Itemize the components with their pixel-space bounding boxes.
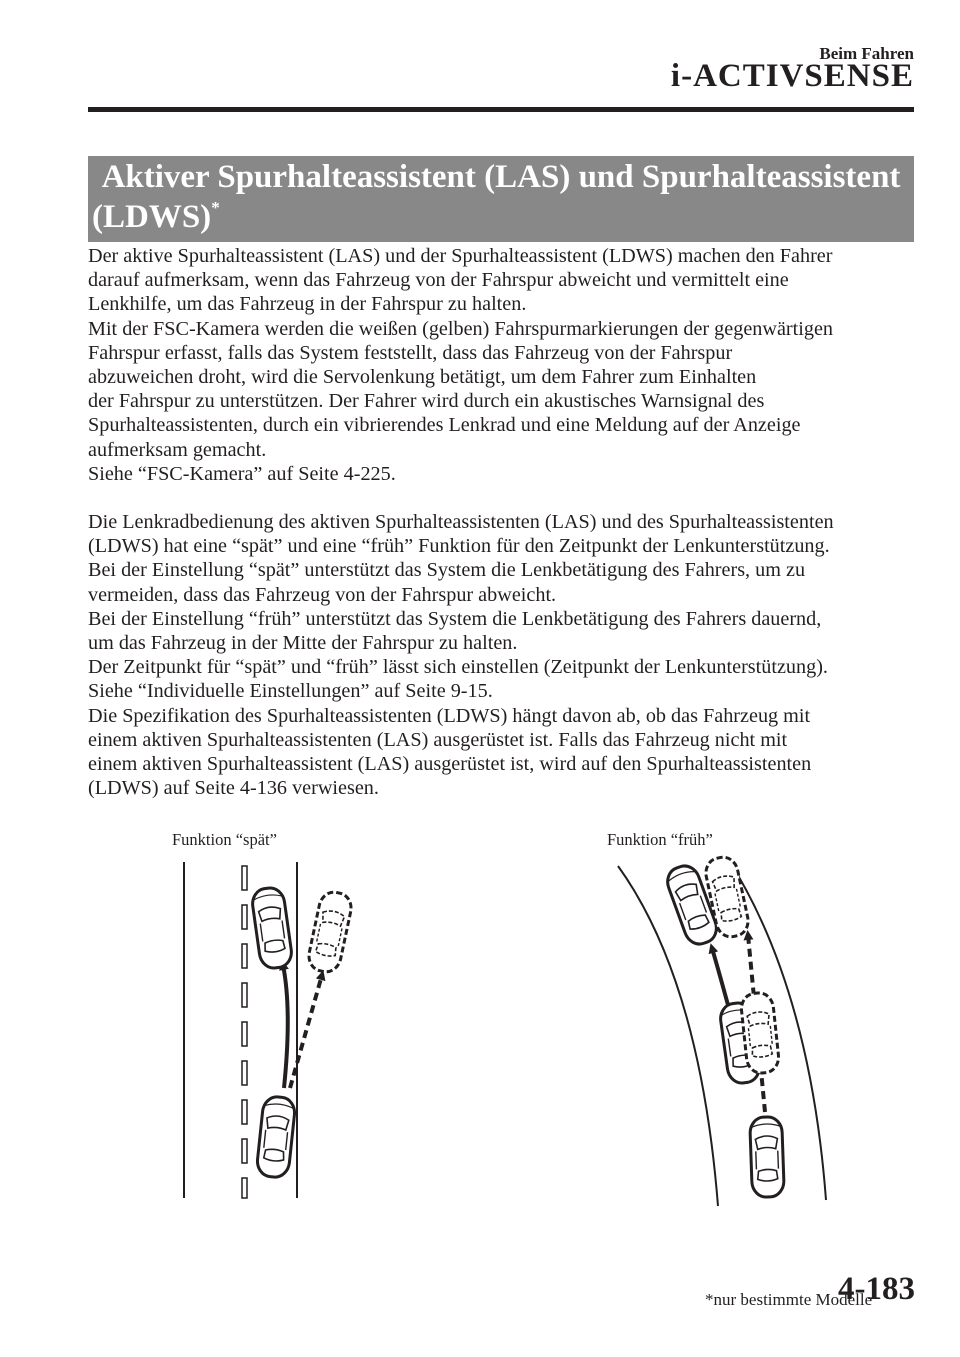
header-chapter-title: i-ACTIVSENSE (670, 58, 914, 94)
body-text-line: Mit der FSC-Kamera werden die weißen (gelben) Fahrspurmarkierungen der gegenwärtigen (88, 317, 833, 340)
body-text-line: um das Fahrzeug in der Mitte der Fahrspur zu halten. (88, 632, 518, 655)
late-path-dashed-arrow (290, 975, 322, 1088)
car-current (256, 1096, 296, 1179)
page-number: 4-183 (838, 1271, 915, 1307)
body-text-line: einem aktiven Spurhalteassistenten (LAS) ausgerüstet ist. Falls das Fahrzeug nicht mit (88, 728, 788, 751)
optional-equipment-mark: * (211, 198, 220, 217)
car-assisted (251, 886, 294, 970)
body-text-line: der Fahrspur zu unterstützen. Der Fahrer wird durch ein akustisches Warnsignal des (88, 390, 765, 413)
body-text-line: Bei der Einstellung “spät” unterstützt das System die Lenkbetätigung des Fahrers, um zu (88, 559, 806, 582)
car-deviating (306, 890, 354, 975)
section-title-line1: Aktiver Spurhalteassistent (LAS) und Spurhalteassistent (101, 159, 901, 195)
body-text-line: (LDWS) hat eine “spät” und eine “früh” Funktion für den Zeitpunkt der Lenkunterstützung. (88, 535, 830, 558)
body-text-line: einem aktiven Spurhalteassistent (LAS) ausgerüstet ist, wird auf den Spurhalteassistenten (88, 753, 812, 776)
body-text-line: Spurhalteassistenten, durch ein vibrierendes Lenkrad und eine Meldung auf der Anzeige (88, 414, 801, 437)
footer-note: *nur bestimmte Modelle (705, 1290, 873, 1309)
diagram-early-function (618, 855, 826, 1206)
dashed-lane-marking (242, 866, 247, 1198)
caption-late-function: Funktion “spät” (172, 830, 277, 849)
body-text-line: darauf aufmerksam, wenn das Fahrzeug von der Fahrspur abweicht und vermittelt eine (88, 269, 789, 292)
body-text-line: Siehe “FSC-Kamera” auf Seite 4-225. (88, 462, 396, 485)
body-text-line: Bei der Einstellung “früh” unterstützt das System die Lenkbetätigung des Fahrers dauernd, (88, 607, 822, 630)
body-text-line: (LDWS) auf Seite 4-136 verwiesen. (88, 777, 379, 800)
body-text-line: Siehe “Individuelle Einstellungen” auf Seite 9-15. (88, 680, 493, 703)
caption-early-function: Funktion “früh” (607, 830, 713, 849)
body-text-line: Lenkhilfe, um das Fahrzeug in der Fahrspur zu halten. (88, 293, 527, 316)
header-section: Beim Fahren (819, 44, 914, 63)
body-text-line: Der aktive Spurhalteassistent (LAS) und der Spurhalteassistent (LDWS) machen den Fahrer (88, 245, 833, 267)
late-path-solid-arrow (283, 965, 288, 1088)
body-text-line: Fahrspur erfasst, falls das System feststellt, dass das Fahrzeug von der Fahrspur (88, 341, 733, 364)
diagram-late-function (184, 862, 354, 1198)
body-text-line: aufmerksam gemacht. (88, 438, 267, 461)
body-text-line: Die Spezifikation des Spurhalteassistenten (LDWS) hängt davon ab, ob das Fahrzeug mit (88, 704, 811, 727)
body-text-line: abzuweichen droht, wird die Servolenkung betätigt, um dem Fahrer zum Einhalten (88, 366, 757, 389)
section-title-line2-text: (LDWS) (92, 199, 212, 235)
body-text-line: Die Lenkradbedienung des aktiven Spurhalteassistenten (LAS) und des Spurhalteassistenten (88, 511, 834, 534)
car-current-early (750, 1116, 785, 1197)
body-text-line: vermeiden, dass das Fahrzeug von der Fahrspur abweicht. (88, 583, 557, 606)
body-text-line: Der Zeitpunkt für “spät” und “früh” lässt sich einstellen (Zeitpunkt der Lenkunterstützung). (88, 656, 828, 679)
